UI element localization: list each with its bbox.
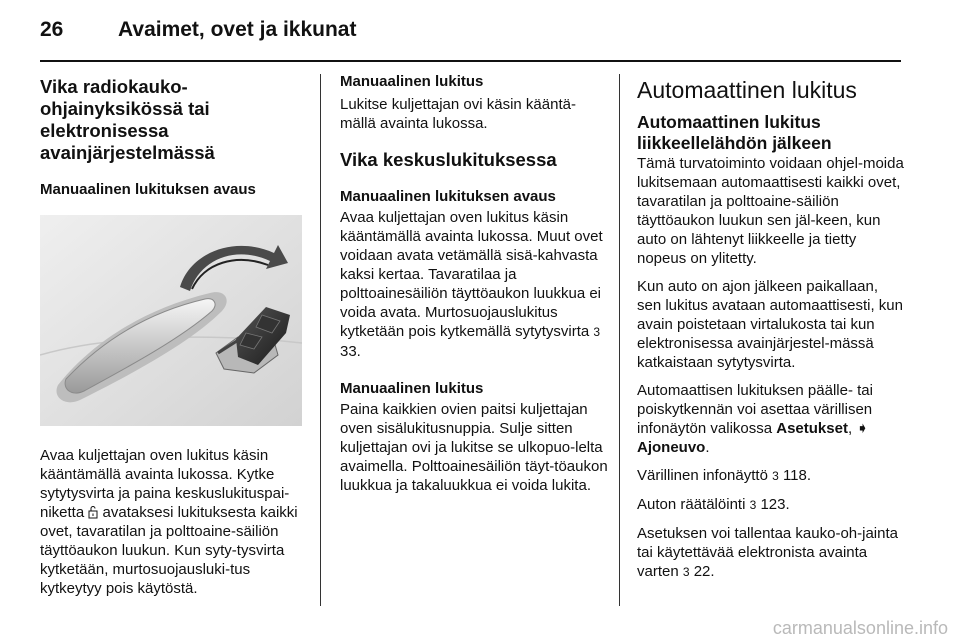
- unlock-icon: [88, 505, 98, 519]
- subheading: Manuaalinen lukitus: [340, 380, 484, 397]
- paragraph: Avaa kuljettajan oven lukitus käsin kääntämällä avainta lukossa. Kytke sytytysvirta ja paina keskuslukituspai-niketta avataksesi lukituksesta kaikki ovet, tavaratilan ja polttoaine-säiliön täyttöaukon luukun. Kun syty-tysvirta kytketään, murtosuojausluki-tus kytkeytyy pois käytöstä.: [40, 447, 298, 597]
- menu-item-settings: Asetukset: [776, 420, 848, 437]
- subsection-heading: Automaattinen lukitus liikkeellelähdön jälkeen: [637, 112, 832, 153]
- subheading: Manuaalinen lukituksen avaus: [340, 188, 556, 205]
- paragraph: Auton räätälöinti 3 123.: [637, 496, 790, 513]
- paragraph: Paina kaikkien ovien paitsi kuljettajan oven sisälukitusnuppia. Sulje sitten kuljettajan ovi ja lukitse se ulkopuo-lelta avaimella. Polttoainesäiliön täyt-töaukon luukkua ja takaluukkua ei voida lukita.: [340, 401, 608, 494]
- paragraph: Asetuksen voi tallentaa kauko-oh-jainta tai käytettävää elektronista avainta varten 3 22.: [637, 525, 898, 580]
- paragraph: Lukitse kuljettajan ovi käsin kääntä-mällä avainta lukossa.: [340, 96, 576, 132]
- subheading: Manuaalinen lukitus: [340, 73, 484, 90]
- section-heading: Vika keskuslukituksessa: [340, 149, 557, 170]
- paragraph: Tämä turvatoiminto voidaan ohjel-moida lukitsemaan automaattisesti kaikki ovet, tavaratilan ja polttoaine-säiliön täyttöaukon luukun sen jäl-keen, kun auto on lähtenyt liikkeelle ja tietty nopeus on ylitetty.: [637, 155, 904, 267]
- page-number: 26: [40, 18, 64, 41]
- paragraph: Värillinen infonäyttö 3 118.: [637, 467, 812, 484]
- page-reference-arrow-icon: 3: [682, 565, 690, 579]
- section-heading: Automaattinen lukitus: [637, 77, 857, 103]
- page-reference: 22.: [693, 563, 715, 580]
- running-title: Avaimet, ovet ja ikkunat: [118, 18, 357, 41]
- column-divider: [320, 74, 321, 606]
- page-reference: 123.: [760, 496, 790, 513]
- paragraph: Kun auto on ajon jälkeen paikallaan, sen lukitus avataan automaattisesti, kun avain poistetaan virtalukosta tai kun elektronisessa avainjärjestel-mässä katkaistaan sytytysvirta.: [637, 278, 903, 371]
- header-rule: [40, 60, 901, 62]
- page-reference-arrow-icon: 3: [749, 498, 757, 512]
- subheading: Manuaalinen lukituksen avaus: [40, 181, 256, 198]
- menu-arrow-icon: ➧: [856, 420, 869, 437]
- column-2: [340, 72, 608, 504]
- page-reference: 33.: [340, 343, 361, 360]
- door-handle-key-illustration-svg: [40, 215, 302, 426]
- page-header: [40, 12, 900, 48]
- menu-item-vehicle: Ajoneuvo: [637, 439, 706, 456]
- page-reference-arrow-icon: 3: [593, 325, 601, 339]
- page-reference: 118.: [782, 467, 812, 484]
- column-3: [637, 72, 905, 591]
- column-divider: [619, 74, 620, 606]
- paragraph: Automaattisen lukituksen päälle- tai poiskytkennän voi asettaa värillisen infonäytön valikossa Asetukset, ➧ Ajoneuvo.: [637, 382, 873, 456]
- column-1: [40, 72, 308, 607]
- watermark[interactable]: carmanualsonline.info: [772, 618, 948, 638]
- door-handle-key-illustration: [40, 215, 302, 426]
- section-heading: Vika radiokauko- ohjainyksikössä tai elektronisessa avainjärjestelmässä: [40, 76, 215, 163]
- page-reference-arrow-icon: 3: [772, 469, 779, 483]
- paragraph: Avaa kuljettajan oven lukitus käsin kääntämällä avainta lukossa. Muut ovet voidaan avata vetämällä sisä-kahvasta kaksi kertaa. Tavaratilaa ja polttoainesäiliön täyttöaukon luukkua ei voida avata. Murtosuojauslukitus kytketään pois kytkemällä sytytysvirta 3 33.: [340, 209, 603, 360]
